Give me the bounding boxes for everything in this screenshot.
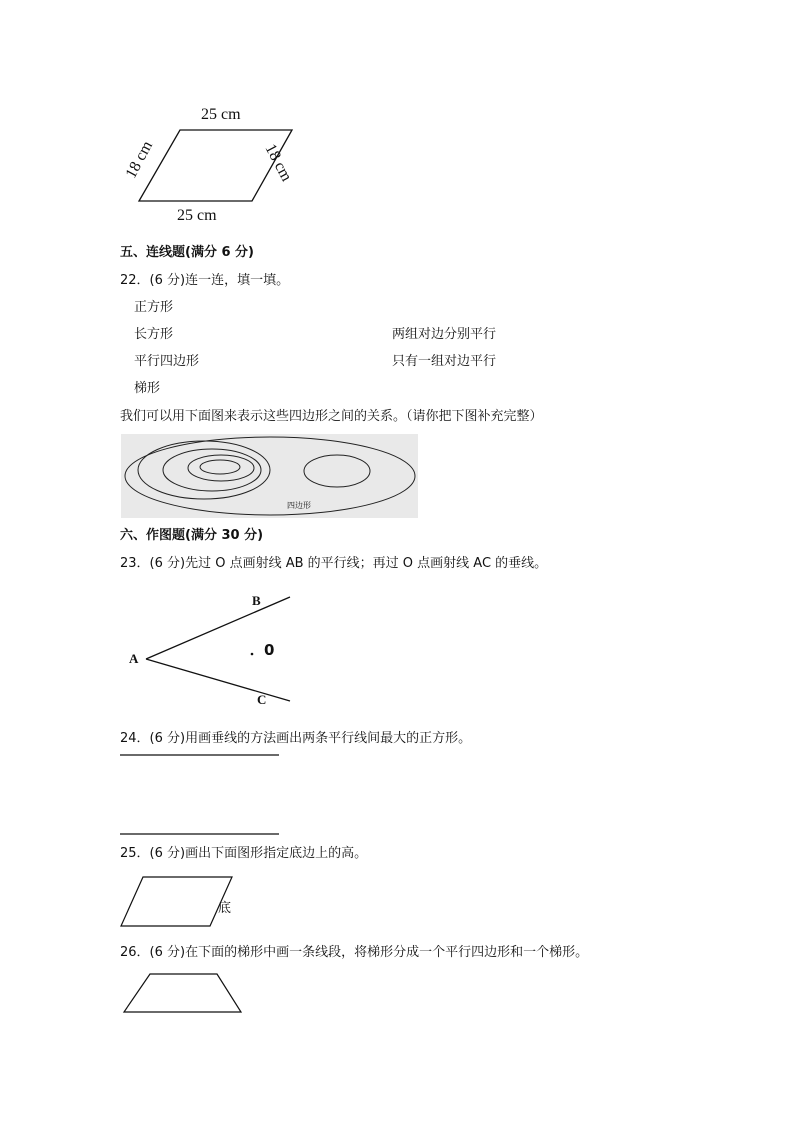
property-one-pair-parallel: 只有一组对边平行: [392, 354, 497, 369]
section6-heading: 六、作图题(满分 30 分): [120, 528, 264, 543]
label-a: A: [129, 651, 139, 666]
shape-trapezoid: 梯形: [134, 381, 161, 396]
q26-prompt: 26．(6 分)在下面的梯形中画一条线段，将梯形分成一个平行四边形和一个梯形。: [120, 945, 589, 960]
label-b: B: [252, 593, 261, 608]
parallelogram-right-label: 18 cm: [261, 141, 296, 185]
section5-heading: 五、连线题(满分 6 分): [120, 245, 254, 260]
q24-prompt: 24．(6 分)用画垂线的方法画出两条平行线间最大的正方形。: [120, 731, 472, 746]
parallelogram-top-label: 25 cm: [201, 106, 241, 123]
q23-prompt: 23．(6 分)先过 O 点画射线 AB 的平行线；再过 O 点画射线 AC 的垂线。: [120, 556, 548, 571]
shape-square: 正方形: [134, 300, 174, 315]
property-two-pairs-parallel: 两组对边分别平行: [392, 327, 497, 342]
base-label: 底: [218, 901, 232, 916]
q25-prompt: 25．(6 分)画出下面图形指定底边上的高。: [120, 846, 368, 861]
parallelogram-left-label: 18 cm: [122, 138, 157, 182]
parallelogram-bottom-label: 25 cm: [177, 207, 217, 224]
q22-prompt: 22．(6 分)连一连，填一填。: [120, 273, 290, 288]
shape-parallelogram: 平行四边形: [134, 354, 200, 369]
q22-relation-note: 我们可以用下面图来表示这些四边形之间的关系。（请你把下图补充完整）: [120, 409, 543, 424]
label-c: C: [257, 692, 267, 707]
shape-rectangle: 长方形: [134, 327, 174, 342]
label-o: 0: [264, 641, 275, 659]
diagram-quadrilateral-label: 四边形: [287, 501, 311, 510]
trapezoid-shape: [124, 974, 241, 1012]
